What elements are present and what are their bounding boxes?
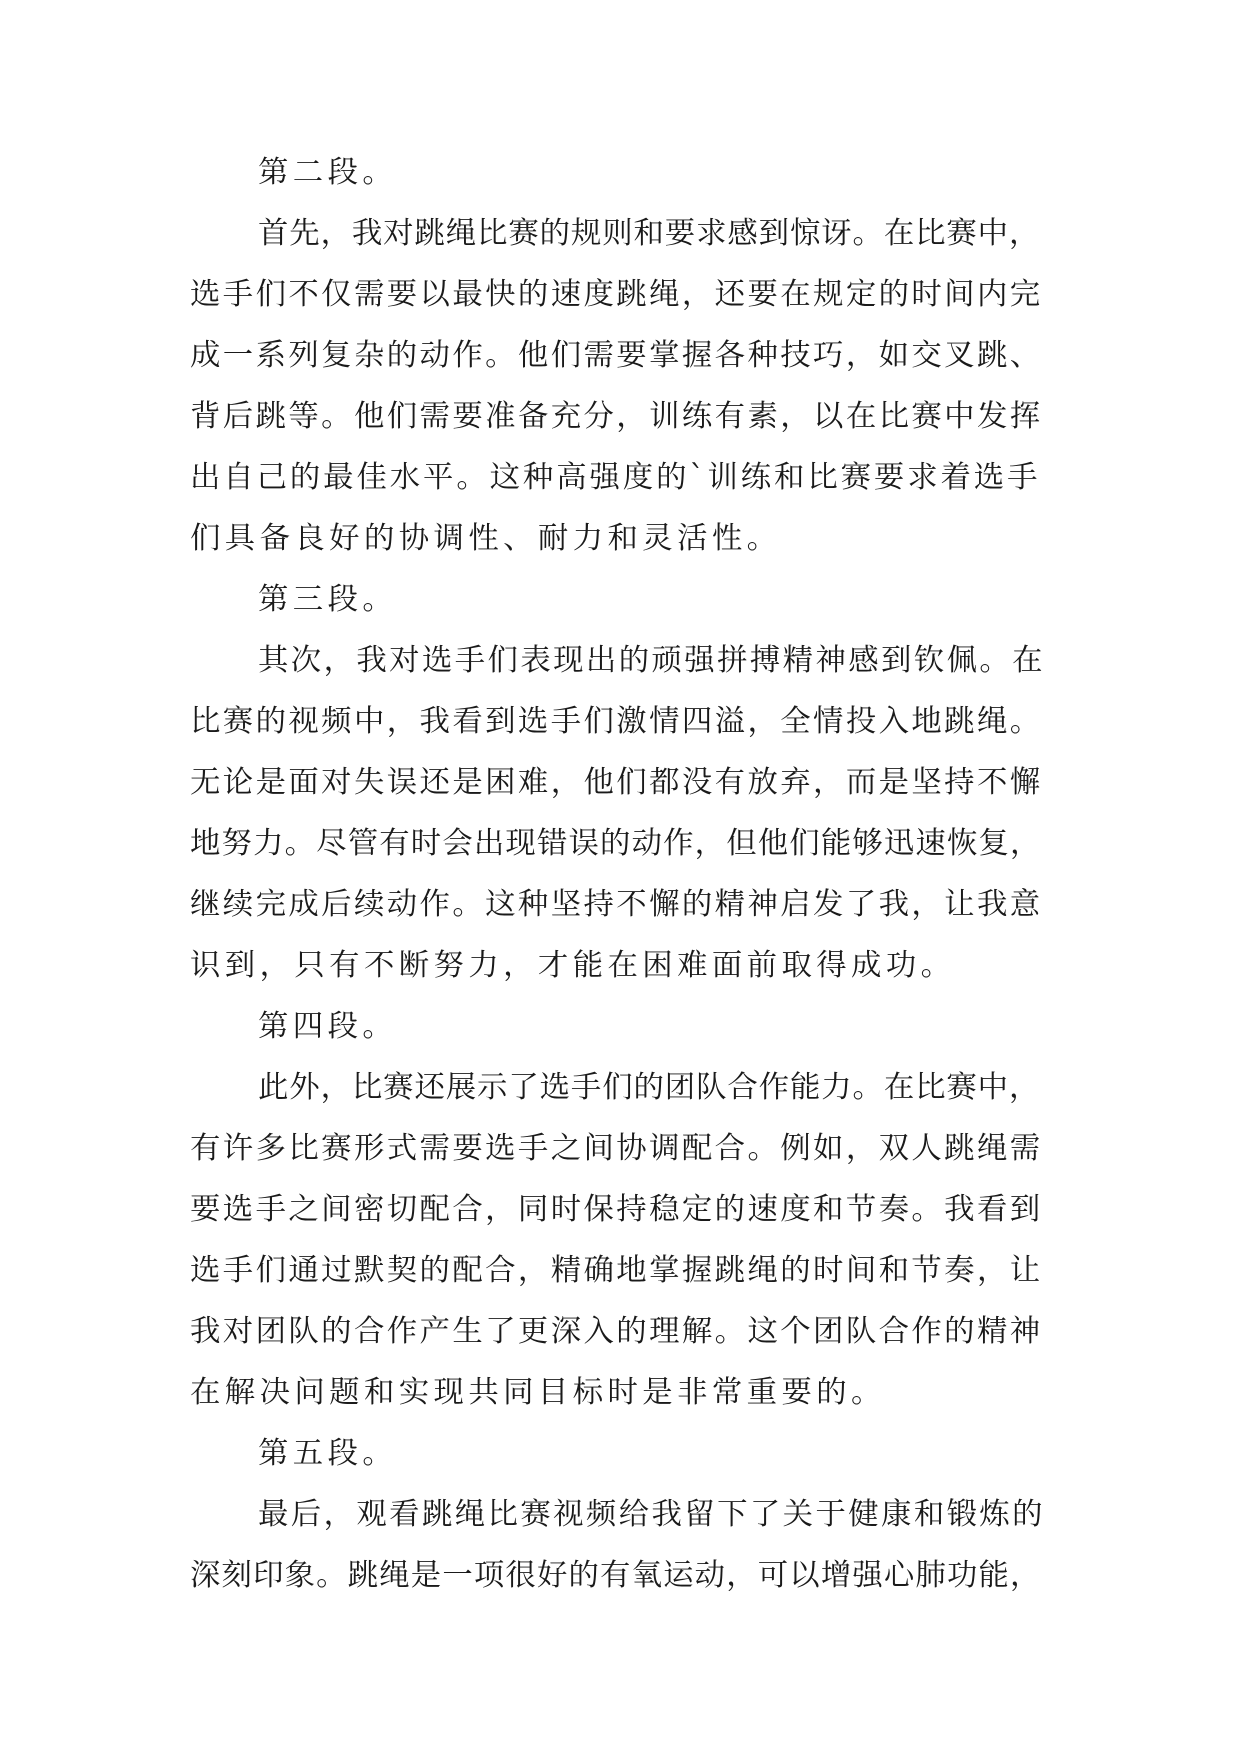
paragraph-line: 地努力。尽管有时会出现错误的动作，但他们能够迅速恢复， <box>190 826 1042 861</box>
paragraph-line: 比赛的视频中，我看到选手们激情四溢，全情投入地跳绳。 <box>190 704 1043 739</box>
paragraph-line: 背后跳等。他们需要准备充分，训练有素，以在比赛中发挥 <box>190 399 1043 434</box>
paragraph-first-line: 其次，我对选手们表现出的顽强拼搏精神感到钦佩。在 <box>258 643 1045 678</box>
paragraph-line: 在解决问题和实现共同目标时是非常重要的。 <box>190 1375 886 1410</box>
paragraph-line: 们具备良好的协调性、耐力和灵活性。 <box>190 521 782 556</box>
paragraph-line: 要选手之间密切配合，同时保持稳定的速度和节奏。我看到 <box>190 1192 1043 1227</box>
paragraph-first-line: 第三段。 <box>258 582 398 617</box>
paragraph-first-line: 首先，我对跳绳比赛的规则和要求感到惊讶。在比赛中， <box>258 216 1041 251</box>
paragraph-first-line: 此外，比赛还展示了选手们的团队合作能力。在比赛中， <box>258 1070 1041 1105</box>
paragraph-line: 继续完成后续动作。这种坚持不懈的精神启发了我，让我意 <box>190 887 1043 922</box>
paragraph-line: 无论是面对失误还是困难，他们都没有放弃，而是坚持不懈 <box>190 765 1043 800</box>
paragraph-first-line: 第五段。 <box>258 1436 398 1471</box>
document-body <box>190 142 1046 1606</box>
paragraph-line: 选手们通过默契的配合，精确地掌握跳绳的时间和节奏，让 <box>190 1253 1043 1288</box>
paragraph-line: 有许多比赛形式需要选手之间协调配合。例如，双人跳绳需 <box>190 1131 1043 1166</box>
paragraph-line: 出自己的最佳水平。这种高强度的`训练和比赛要求着选手 <box>190 460 1041 495</box>
paragraph-line: 我对团队的合作产生了更深入的理解。这个团队合作的精神 <box>190 1314 1043 1349</box>
paragraph-line: 成一系列复杂的动作。他们需要掌握各种技巧，如交叉跳、 <box>190 338 1043 373</box>
paragraph-line: 深刻印象。跳绳是一项很好的有氧运动，可以增强心肺功能， <box>190 1558 1042 1593</box>
paragraph-line: 选手们不仅需要以最快的速度跳绳，还要在规定的时间内完 <box>190 277 1043 312</box>
paragraph-line: 识到，只有不断努力，才能在困难面前取得成功。 <box>190 948 956 983</box>
paragraph-first-line: 最后，观看跳绳比赛视频给我留下了关于健康和锻炼的 <box>258 1497 1045 1532</box>
paragraph-first-line: 第四段。 <box>258 1009 398 1044</box>
paragraph-first-line: 第二段。 <box>258 155 398 190</box>
